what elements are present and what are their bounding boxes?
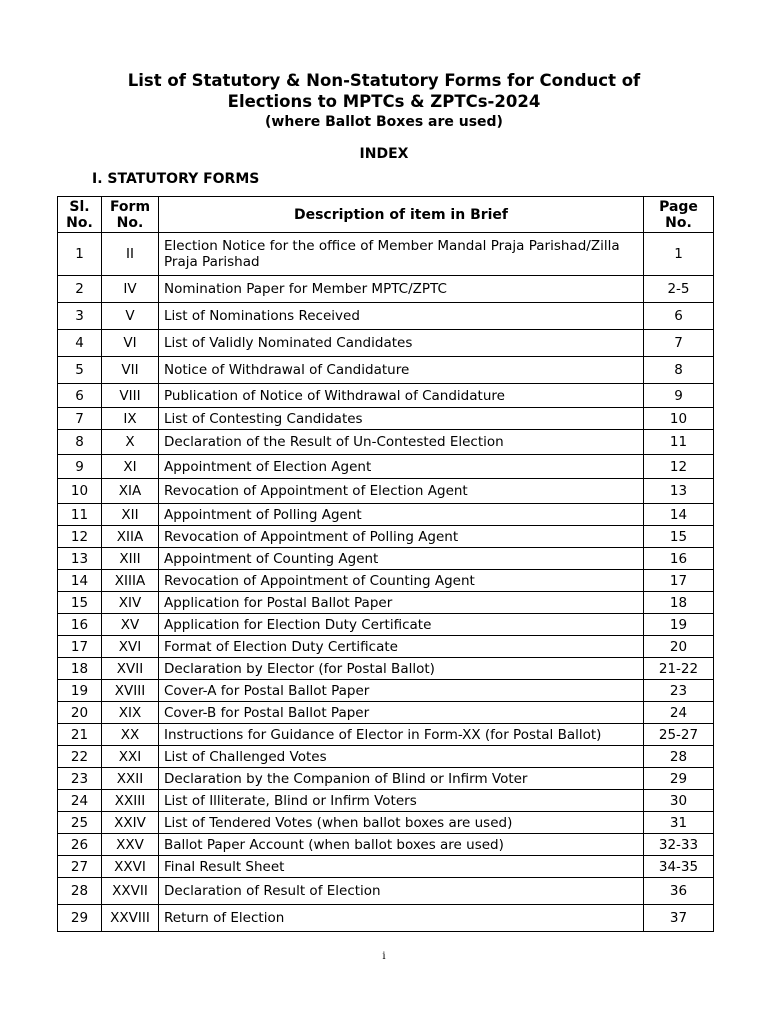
sl-no-cell: 11 bbox=[58, 504, 102, 526]
page-no-cell: 15 bbox=[644, 526, 714, 548]
section-heading: I. STATUTORY FORMS bbox=[92, 171, 260, 187]
page-no-cell: 20 bbox=[644, 636, 714, 658]
header-description: Description of item in Brief bbox=[159, 197, 644, 233]
sl-no-cell: 17 bbox=[58, 636, 102, 658]
description-cell: Nomination Paper for Member MPTC/ZPTC bbox=[159, 276, 644, 303]
forms-index-table bbox=[57, 196, 714, 932]
form-no-cell: XI bbox=[102, 455, 159, 479]
description-cell: Application for Election Duty Certificate bbox=[159, 614, 644, 636]
form-no-cell: XXIII bbox=[102, 790, 159, 812]
table-row bbox=[58, 330, 714, 357]
table-row bbox=[58, 526, 714, 548]
description-cell: Appointment of Counting Agent bbox=[159, 548, 644, 570]
form-no-cell: XXI bbox=[102, 746, 159, 768]
page-no-cell: 9 bbox=[644, 384, 714, 408]
description-cell: Publication of Notice of Withdrawal of Candidature bbox=[159, 384, 644, 408]
table-row bbox=[58, 636, 714, 658]
table-row bbox=[58, 548, 714, 570]
table-row bbox=[58, 790, 714, 812]
sl-no-cell: 18 bbox=[58, 658, 102, 680]
table-row bbox=[58, 233, 714, 276]
sl-no-cell: 24 bbox=[58, 790, 102, 812]
page-no-cell: 12 bbox=[644, 455, 714, 479]
table-row bbox=[58, 614, 714, 636]
header-sl-no-line-2: No. bbox=[66, 214, 93, 231]
description-cell: Revocation of Appointment of Counting Agent bbox=[159, 570, 644, 592]
table-row bbox=[58, 592, 714, 614]
document-subtitle: (where Ballot Boxes are used) bbox=[265, 114, 503, 130]
form-no-cell: XV bbox=[102, 614, 159, 636]
description-cell: List of Contesting Candidates bbox=[159, 408, 644, 430]
header-form-no-line-2: No. bbox=[116, 214, 144, 231]
form-no-cell: XIA bbox=[102, 479, 159, 504]
table-row bbox=[58, 702, 714, 724]
table-row bbox=[58, 768, 714, 790]
header-page-no-line-1: Page bbox=[659, 198, 698, 215]
page-no-cell: 30 bbox=[644, 790, 714, 812]
form-no-cell: XIII bbox=[102, 548, 159, 570]
description-cell: List of Validly Nominated Candidates bbox=[159, 330, 644, 357]
header-sl-no bbox=[58, 197, 102, 233]
description-cell: List of Illiterate, Blind or Infirm Voters bbox=[159, 790, 644, 812]
sl-no-cell: 2 bbox=[58, 276, 102, 303]
sl-no-cell: 6 bbox=[58, 384, 102, 408]
form-no-cell: V bbox=[102, 303, 159, 330]
form-no-cell: XXVI bbox=[102, 856, 159, 878]
table-row bbox=[58, 834, 714, 856]
page-no-cell: 13 bbox=[644, 479, 714, 504]
description-cell: Cover-B for Postal Ballot Paper bbox=[159, 702, 644, 724]
table-body bbox=[58, 233, 714, 932]
table-row bbox=[58, 357, 714, 384]
page-no-cell: 32-33 bbox=[644, 834, 714, 856]
page-no-cell: 8 bbox=[644, 357, 714, 384]
document-title-line-2: Elections to MPTCs & ZPTCs-2024 bbox=[227, 92, 541, 111]
table-row bbox=[58, 504, 714, 526]
page-no-cell: 23 bbox=[644, 680, 714, 702]
page-no-cell: 36 bbox=[644, 878, 714, 905]
sl-no-cell: 10 bbox=[58, 479, 102, 504]
description-cell: Appointment of Polling Agent bbox=[159, 504, 644, 526]
page-no-cell: 28 bbox=[644, 746, 714, 768]
page-no-cell: 6 bbox=[644, 303, 714, 330]
form-no-cell: VI bbox=[102, 330, 159, 357]
sl-no-cell: 26 bbox=[58, 834, 102, 856]
description-cell: Instructions for Guidance of Elector in Form-XX (for Postal Ballot) bbox=[159, 724, 644, 746]
form-no-cell: XXV bbox=[102, 834, 159, 856]
form-no-cell: XXII bbox=[102, 768, 159, 790]
document-title-line-1: List of Statutory & Non-Statutory Forms for Conduct of bbox=[127, 71, 641, 90]
form-no-cell: XVI bbox=[102, 636, 159, 658]
form-no-cell: II bbox=[102, 233, 159, 276]
sl-no-cell: 13 bbox=[58, 548, 102, 570]
table-row bbox=[58, 408, 714, 430]
table-row bbox=[58, 905, 714, 932]
form-no-cell: XIV bbox=[102, 592, 159, 614]
description-cell: Format of Election Duty Certificate bbox=[159, 636, 644, 658]
form-no-cell: XXVIII bbox=[102, 905, 159, 932]
table-row bbox=[58, 812, 714, 834]
description-cell: Declaration by Elector (for Postal Ballot) bbox=[159, 658, 644, 680]
description-cell: Final Result Sheet bbox=[159, 856, 644, 878]
form-no-cell: VIII bbox=[102, 384, 159, 408]
index-heading: INDEX bbox=[359, 146, 409, 162]
description-cell: List of Tendered Votes (when ballot boxes are used) bbox=[159, 812, 644, 834]
sl-no-cell: 5 bbox=[58, 357, 102, 384]
sl-no-cell: 28 bbox=[58, 878, 102, 905]
description-cell: Notice of Withdrawal of Candidature bbox=[159, 357, 644, 384]
page-no-cell: 16 bbox=[644, 548, 714, 570]
table-row bbox=[58, 430, 714, 455]
page-no-cell: 7 bbox=[644, 330, 714, 357]
header-form-no bbox=[102, 197, 159, 233]
page-no-cell: 17 bbox=[644, 570, 714, 592]
table-row bbox=[58, 455, 714, 479]
description-cell: Revocation of Appointment of Polling Agent bbox=[159, 526, 644, 548]
form-no-cell: XX bbox=[102, 724, 159, 746]
description-cell: Application for Postal Ballot Paper bbox=[159, 592, 644, 614]
form-no-cell: XIX bbox=[102, 702, 159, 724]
sl-no-cell: 1 bbox=[58, 233, 102, 276]
table-row bbox=[58, 878, 714, 905]
form-no-cell: XVIII bbox=[102, 680, 159, 702]
form-no-cell: XXVII bbox=[102, 878, 159, 905]
sl-no-cell: 21 bbox=[58, 724, 102, 746]
sl-no-cell: 19 bbox=[58, 680, 102, 702]
header-form-no-line-1: Form bbox=[109, 198, 151, 215]
description-cell: Return of Election bbox=[159, 905, 644, 932]
page-no-cell: 1 bbox=[644, 233, 714, 276]
sl-no-cell: 4 bbox=[58, 330, 102, 357]
description-cell: Ballot Paper Account (when ballot boxes are used) bbox=[159, 834, 644, 856]
description-cell: Election Notice for the office of Member Mandal Praja Parishad/Zilla Praja Parishad bbox=[159, 233, 644, 276]
page-no-cell: 21-22 bbox=[644, 658, 714, 680]
page-no-cell: 11 bbox=[644, 430, 714, 455]
table-header-row bbox=[58, 197, 714, 233]
sl-no-cell: 15 bbox=[58, 592, 102, 614]
description-cell: Revocation of Appointment of Election Agent bbox=[159, 479, 644, 504]
page-no-cell: 34-35 bbox=[644, 856, 714, 878]
table-row bbox=[58, 303, 714, 330]
form-no-cell: IX bbox=[102, 408, 159, 430]
header-page-no bbox=[644, 197, 714, 233]
form-no-cell: XXIV bbox=[102, 812, 159, 834]
form-no-cell: IV bbox=[102, 276, 159, 303]
sl-no-cell: 29 bbox=[58, 905, 102, 932]
page-no-cell: 25-27 bbox=[644, 724, 714, 746]
form-no-cell: VII bbox=[102, 357, 159, 384]
description-cell: List of Nominations Received bbox=[159, 303, 644, 330]
sl-no-cell: 27 bbox=[58, 856, 102, 878]
sl-no-cell: 22 bbox=[58, 746, 102, 768]
sl-no-cell: 8 bbox=[58, 430, 102, 455]
page-no-cell: 31 bbox=[644, 812, 714, 834]
description-cell: Cover-A for Postal Ballot Paper bbox=[159, 680, 644, 702]
page-no-cell: 19 bbox=[644, 614, 714, 636]
description-cell: Appointment of Election Agent bbox=[159, 455, 644, 479]
form-no-cell: XII bbox=[102, 504, 159, 526]
table-row bbox=[58, 856, 714, 878]
page-number: i bbox=[382, 951, 386, 962]
table-row bbox=[58, 680, 714, 702]
table-row bbox=[58, 724, 714, 746]
page-no-cell: 18 bbox=[644, 592, 714, 614]
table-row bbox=[58, 658, 714, 680]
sl-no-cell: 16 bbox=[58, 614, 102, 636]
page-no-cell: 2-5 bbox=[644, 276, 714, 303]
sl-no-cell: 23 bbox=[58, 768, 102, 790]
description-cell: List of Challenged Votes bbox=[159, 746, 644, 768]
page-no-cell: 10 bbox=[644, 408, 714, 430]
table-row bbox=[58, 479, 714, 504]
header-sl-no-line-1: Sl. bbox=[69, 198, 90, 215]
sl-no-cell: 20 bbox=[58, 702, 102, 724]
description-cell: Declaration by the Companion of Blind or Infirm Voter bbox=[159, 768, 644, 790]
header-page-no-line-2: No. bbox=[665, 214, 692, 231]
form-no-cell: XIIIA bbox=[102, 570, 159, 592]
sl-no-cell: 3 bbox=[58, 303, 102, 330]
form-no-cell: XIIA bbox=[102, 526, 159, 548]
table-row bbox=[58, 276, 714, 303]
sl-no-cell: 7 bbox=[58, 408, 102, 430]
page-no-cell: 24 bbox=[644, 702, 714, 724]
form-no-cell: X bbox=[102, 430, 159, 455]
form-no-cell: XVII bbox=[102, 658, 159, 680]
description-cell: Declaration of the Result of Un-Contested Election bbox=[159, 430, 644, 455]
table-row bbox=[58, 570, 714, 592]
page-no-cell: 29 bbox=[644, 768, 714, 790]
sl-no-cell: 12 bbox=[58, 526, 102, 548]
description-cell: Declaration of Result of Election bbox=[159, 878, 644, 905]
sl-no-cell: 14 bbox=[58, 570, 102, 592]
page-no-cell: 14 bbox=[644, 504, 714, 526]
page-no-cell: 37 bbox=[644, 905, 714, 932]
table-row bbox=[58, 384, 714, 408]
sl-no-cell: 9 bbox=[58, 455, 102, 479]
table-row bbox=[58, 746, 714, 768]
sl-no-cell: 25 bbox=[58, 812, 102, 834]
